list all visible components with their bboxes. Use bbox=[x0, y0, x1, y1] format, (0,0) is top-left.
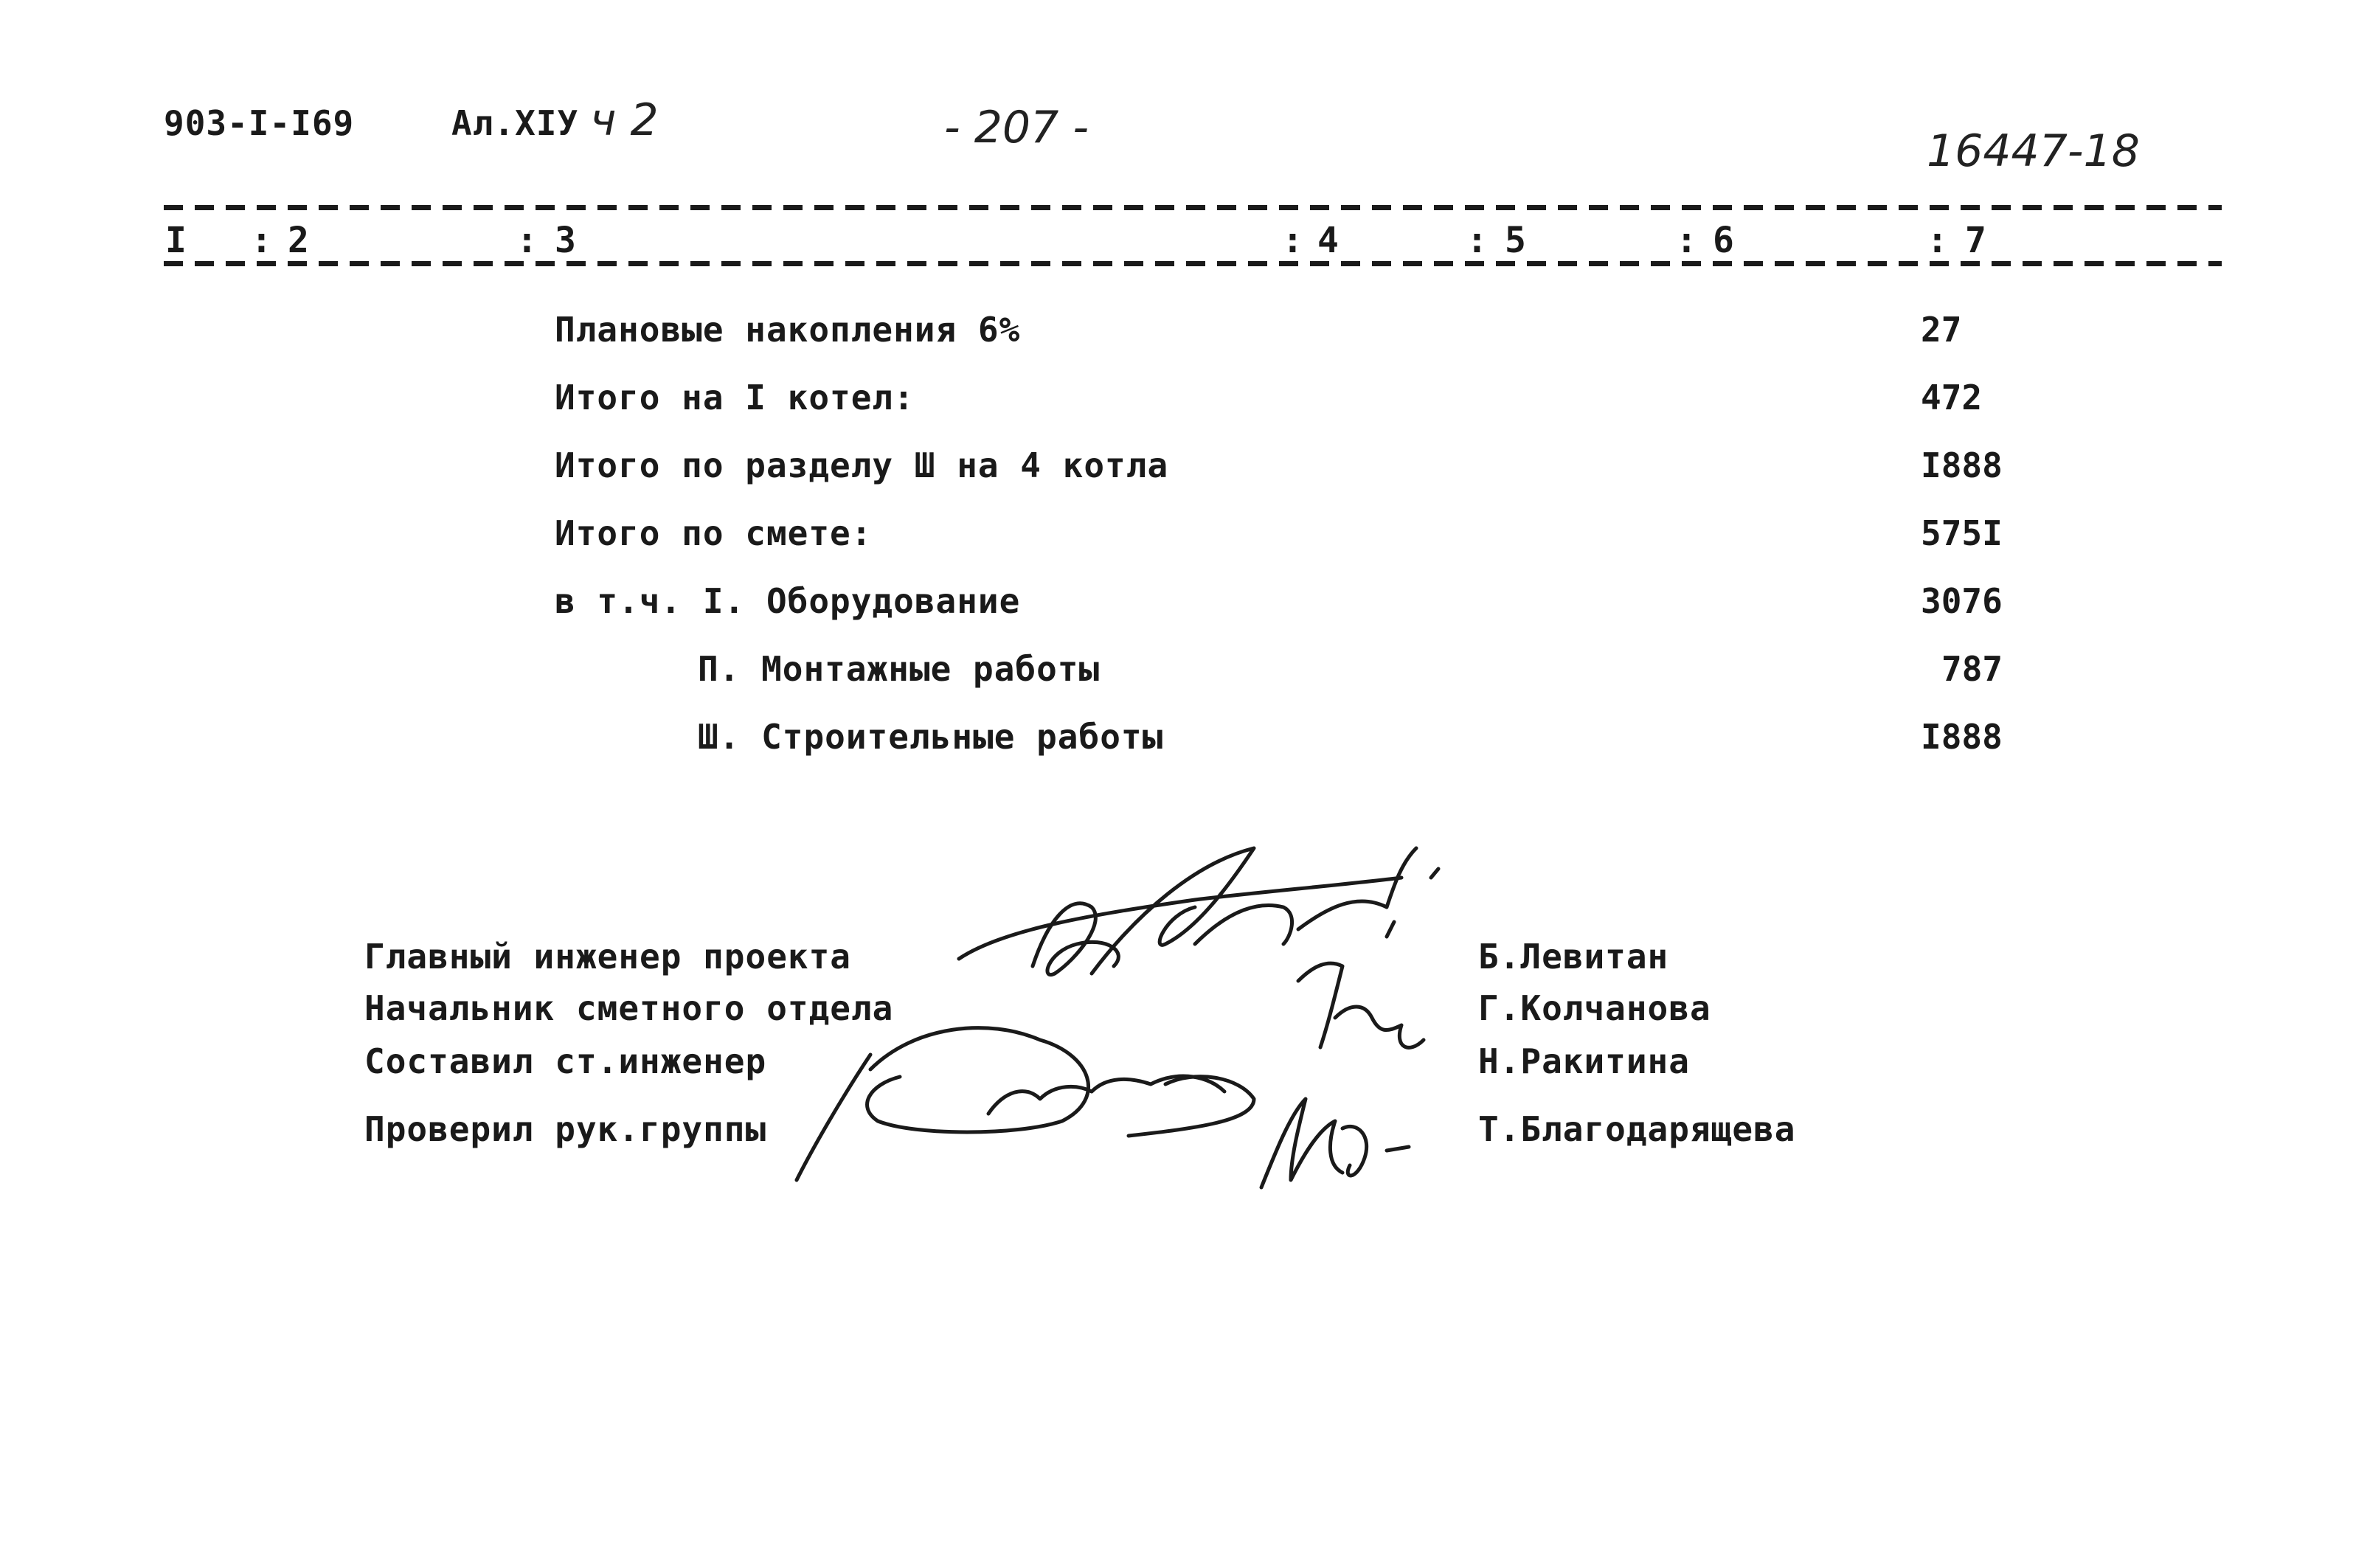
album-part-handwritten: ч 2 bbox=[590, 94, 659, 146]
signature-name: Г.Колчанова bbox=[1478, 988, 1711, 1028]
column-number: 5 bbox=[1505, 220, 1526, 261]
signature-name: Т.Благодарящева bbox=[1478, 1109, 1796, 1149]
summary-value: 575I bbox=[1921, 513, 2003, 553]
column-separator: : bbox=[1676, 220, 1697, 261]
signature-kolchanova bbox=[1298, 963, 1424, 1047]
inventory-number: 16447-18 bbox=[1927, 125, 2140, 177]
column-number: 3 bbox=[555, 220, 576, 261]
handwritten-signatures bbox=[782, 833, 1490, 1217]
summary-value: 3076 bbox=[1921, 581, 2003, 621]
signature-role: Проверил рук.группы bbox=[364, 1109, 767, 1149]
column-number: 2 bbox=[288, 220, 309, 261]
summary-label: Итого на I котел: bbox=[555, 378, 915, 417]
page-number: - 207 - bbox=[944, 102, 1089, 153]
summary-label: Итого по смете: bbox=[555, 513, 873, 553]
signature-blagodaryashcheva bbox=[1261, 1099, 1409, 1187]
summary-value: 787 bbox=[1941, 649, 2003, 689]
summary-value: 27 bbox=[1921, 310, 1962, 350]
summary-label: Плановые накопления 6% bbox=[555, 310, 1021, 350]
column-number: 6 bbox=[1713, 220, 1734, 261]
column-separator: : bbox=[1927, 220, 1948, 261]
album-label: Ал.XIУ bbox=[451, 103, 579, 143]
signature-name: Н.Ракитина bbox=[1478, 1041, 1690, 1081]
document-code: 903-I-I69 bbox=[164, 103, 355, 143]
summary-label: Итого по разделу Ш на 4 котла bbox=[555, 445, 1169, 485]
summary-value: 472 bbox=[1921, 378, 1983, 417]
summary-value: I888 bbox=[1921, 445, 2003, 485]
summary-label: П. Монтажные работы bbox=[698, 649, 1101, 689]
column-separator: : bbox=[1466, 220, 1488, 261]
signature-role: Главный инженер проекта bbox=[364, 937, 851, 976]
dashed-rule-bottom bbox=[164, 261, 2222, 266]
signature-levitan bbox=[959, 848, 1438, 975]
signature-role: Начальник сметного отдела bbox=[364, 988, 894, 1028]
column-separator: : bbox=[516, 220, 538, 261]
summary-value: I888 bbox=[1921, 717, 2003, 757]
column-number: I bbox=[165, 220, 187, 261]
summary-label: в т.ч. I. Оборудование bbox=[555, 581, 1021, 621]
signature-name: Б.Левитан bbox=[1478, 937, 1669, 976]
signature-rakitina bbox=[797, 1028, 1254, 1180]
column-number: 7 bbox=[1965, 220, 1986, 261]
column-separator: : bbox=[1282, 220, 1303, 261]
column-separator: : bbox=[251, 220, 272, 261]
column-number: 4 bbox=[1317, 220, 1339, 261]
signature-role: Составил ст.инженер bbox=[364, 1041, 767, 1081]
dashed-rule-top bbox=[164, 205, 2222, 210]
summary-label: Ш. Строительные работы bbox=[698, 717, 1164, 757]
